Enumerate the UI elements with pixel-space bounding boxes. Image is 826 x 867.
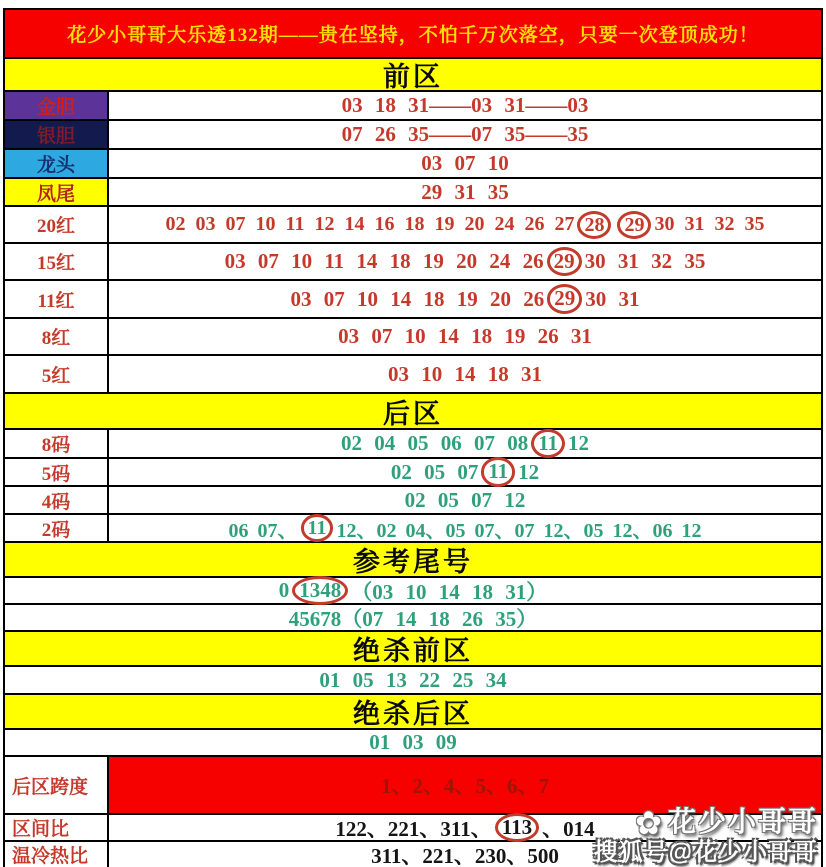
circled-number: 29 bbox=[547, 284, 582, 313]
row-label: 后区跨度 bbox=[5, 757, 109, 813]
row-label: 2码 bbox=[5, 515, 109, 541]
circled-number: 113 bbox=[495, 813, 539, 842]
row-label: 凤尾 bbox=[5, 179, 109, 205]
row-4-codes bbox=[5, 487, 821, 515]
circled-number: 1348 bbox=[292, 576, 348, 605]
row-values: 1、2、4、5、6、7 bbox=[109, 757, 821, 813]
row-label: 4码 bbox=[5, 487, 109, 513]
flower-icon: ✿ bbox=[635, 805, 664, 841]
row-8-codes bbox=[5, 430, 821, 459]
row-values: 02 05 07 12 bbox=[404, 487, 526, 512]
row-values: 03 18 31——03 31——03 bbox=[341, 93, 589, 117]
row-values: 01 03 09 bbox=[369, 730, 457, 754]
row-values: 06 07、 11 12、02 04、05 07、07 12、05 12、06 12 bbox=[109, 515, 821, 541]
row-values: 03 07 10 11 14 18 19 20 24 26 29 30 31 32 35 bbox=[109, 244, 821, 279]
circled-number: 29 bbox=[617, 211, 651, 239]
section-header-reference-tails: 参考尾号 bbox=[5, 543, 821, 578]
row-values: 122、221、311、 113 、014 bbox=[335, 814, 595, 841]
row-gold-pick bbox=[5, 92, 821, 121]
row-values: 01 05 13 22 25 34 bbox=[319, 667, 507, 692]
row-label: 8红 bbox=[5, 319, 109, 354]
row-phoenix-tail bbox=[5, 179, 821, 207]
row-values: 0 1348 （03 10 14 18 31） bbox=[278, 577, 548, 604]
watermark bbox=[594, 807, 818, 865]
row-values: 03 07 10 14 18 19 20 26 29 30 31 bbox=[109, 281, 821, 317]
row-values: 07 26 35——07 35——35 bbox=[341, 122, 589, 146]
section-header-kill-back: 绝杀后区 bbox=[5, 695, 821, 730]
watermark-name: ✿ 花少小哥哥 bbox=[635, 805, 818, 841]
circled-number: 11 bbox=[481, 457, 515, 486]
row-dragon-head bbox=[5, 150, 821, 179]
prediction-table bbox=[3, 8, 823, 867]
row-label: 11红 bbox=[5, 281, 109, 317]
row-values: 29 31 35 bbox=[421, 179, 509, 204]
row-5-reds bbox=[5, 356, 821, 394]
row-11-reds bbox=[5, 281, 821, 319]
circled-number: 11 bbox=[301, 514, 334, 542]
row-20-reds bbox=[5, 207, 821, 244]
section-header-kill-front: 绝杀前区 bbox=[5, 632, 821, 667]
circled-number: 11 bbox=[531, 429, 565, 458]
row-values: 03 10 14 18 31 bbox=[388, 361, 542, 386]
row-values: 02 03 07 10 11 12 14 16 18 19 20 24 26 27 28 29 30 31 32 35 bbox=[109, 207, 821, 242]
page-title: 花少小哥哥大乐透132期——贵在坚持，不怕千万次落空，只要一次登顶成功！ bbox=[67, 25, 759, 46]
row-label: 20红 bbox=[5, 207, 109, 242]
circled-number: 28 bbox=[577, 211, 611, 239]
row-label: 5红 bbox=[5, 356, 109, 392]
row-values: 02 04 05 06 07 08 11 12 bbox=[109, 430, 821, 457]
row-label: 金胆 bbox=[5, 92, 109, 119]
row-label: 15红 bbox=[5, 244, 109, 279]
row-8-reds bbox=[5, 319, 821, 356]
row-silver-pick bbox=[5, 121, 821, 150]
row-15-reds bbox=[5, 244, 821, 281]
row-label: 龙头 bbox=[5, 150, 109, 177]
row-label: 温冷热比 bbox=[5, 842, 109, 867]
watermark-handle: 搜狐号@花少小哥哥 bbox=[593, 839, 818, 866]
row-values: 03 07 10 14 18 19 26 31 bbox=[338, 324, 592, 348]
row-5-codes bbox=[5, 459, 821, 487]
title-banner bbox=[5, 10, 821, 59]
row-label: 5码 bbox=[5, 459, 109, 485]
row-tails-2 bbox=[5, 605, 821, 632]
row-values: 311、221、230、500 bbox=[371, 843, 559, 867]
section-header-back-zone: 后区 bbox=[5, 394, 821, 430]
row-label: 8码 bbox=[5, 430, 109, 457]
circled-number: 29 bbox=[547, 247, 582, 276]
row-label: 银胆 bbox=[5, 121, 109, 148]
row-label: 区间比 bbox=[5, 815, 109, 840]
row-kill-back bbox=[5, 730, 821, 757]
row-kill-front bbox=[5, 667, 821, 695]
row-values: 03 07 10 bbox=[421, 151, 509, 175]
row-2-codes bbox=[5, 515, 821, 543]
section-header-front-zone: 前区 bbox=[5, 59, 821, 92]
row-tails-1 bbox=[5, 578, 821, 605]
row-values: 02 05 07 11 12 bbox=[109, 459, 821, 485]
row-values: 45678（07 14 18 26 35） bbox=[288, 606, 538, 631]
